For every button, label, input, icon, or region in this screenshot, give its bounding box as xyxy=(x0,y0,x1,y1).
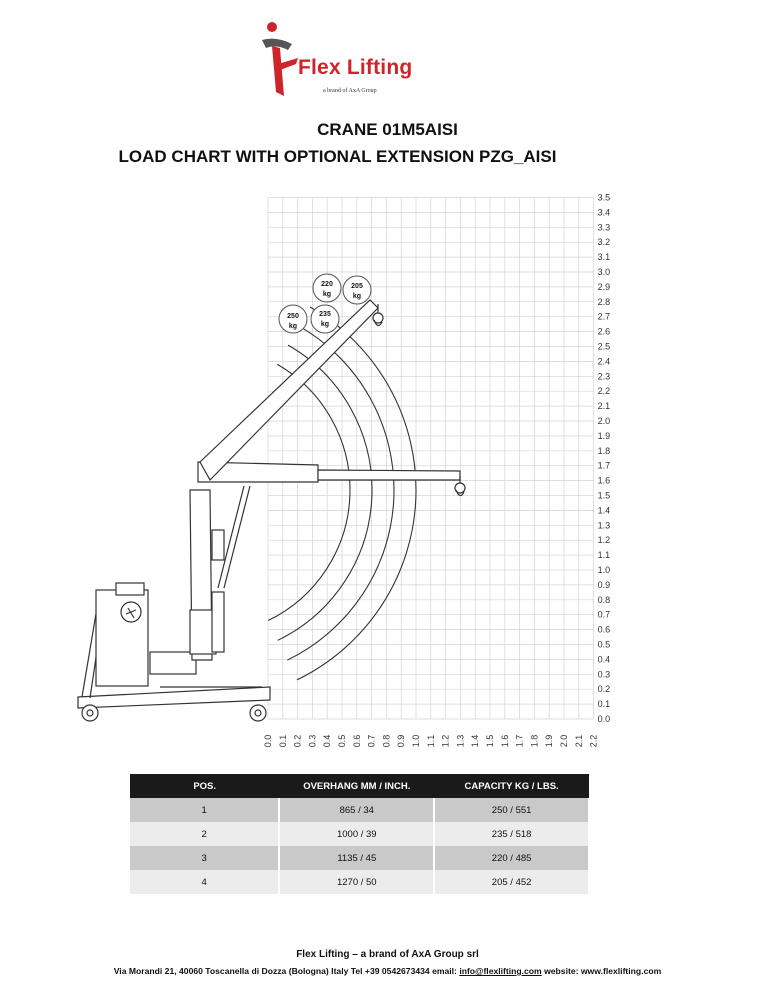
x-tick-label: 0.2 xyxy=(292,734,303,748)
x-tick-label: 1.2 xyxy=(440,734,451,748)
y-tick-label: 0.1 xyxy=(597,699,611,710)
load-marker-220 xyxy=(313,274,341,302)
y-tick-label: 0.7 xyxy=(597,609,611,620)
table-row xyxy=(130,798,589,822)
load-marker-205 xyxy=(343,276,371,304)
y-tick-label: 2.3 xyxy=(597,371,611,382)
y-tick-label: 2.9 xyxy=(597,281,611,292)
y-tick-label: 2.5 xyxy=(597,341,611,352)
y-tick-label: 1.5 xyxy=(597,490,611,501)
load-marker-205-unit: kg xyxy=(352,293,362,300)
table-header-row xyxy=(130,774,589,798)
y-tick-label: 2.6 xyxy=(597,326,611,337)
cell-overhang: 1000 / 39 xyxy=(279,822,434,846)
x-tick-label: 0.0 xyxy=(263,734,273,748)
header-capacity: CAPACITY KG / LBS. xyxy=(434,774,589,798)
x-tick-label: 1.0 xyxy=(411,734,421,748)
y-tick-label: 1.6 xyxy=(597,475,611,486)
x-axis-ticks xyxy=(263,735,599,748)
y-tick-label: 1.4 xyxy=(597,505,611,516)
load-marker-235-unit: kg xyxy=(320,321,330,328)
page-title: CRANE 01M5AISI xyxy=(317,120,458,139)
y-tick-label: 3.2 xyxy=(597,237,611,248)
x-tick-label: 1.1 xyxy=(425,734,436,748)
x-tick-label: 1.7 xyxy=(514,734,525,748)
y-tick-label: 3.5 xyxy=(597,192,611,203)
y-tick-label: 0.6 xyxy=(597,624,611,635)
y-axis-ticks xyxy=(598,193,611,725)
y-tick-label: 1.3 xyxy=(597,520,611,531)
x-tick-label: 1.8 xyxy=(529,734,540,748)
load-marker-220-unit: kg xyxy=(322,291,332,298)
x-tick-label: 2.2 xyxy=(588,734,599,748)
page-subtitle: LOAD CHART WITH OPTIONAL EXTENSION PZG_AISI xyxy=(118,147,557,166)
y-tick-label: 3.1 xyxy=(597,252,611,263)
y-tick-label: 0.9 xyxy=(597,579,611,590)
load-marker-220-weight: 220 xyxy=(321,281,333,288)
footer-company: Flex Lifting – a brand of AxA Group srl xyxy=(296,949,479,960)
y-tick-label: 2.8 xyxy=(597,296,611,307)
x-tick-label: 0.9 xyxy=(396,734,407,748)
load-marker-250-unit: kg xyxy=(288,323,298,330)
table-row xyxy=(130,870,589,894)
y-tick-label: 0.4 xyxy=(597,654,611,665)
load-capacity-table xyxy=(130,774,590,894)
header-pos: POS. xyxy=(130,774,279,798)
x-tick-label: 0.3 xyxy=(307,734,318,748)
x-tick-label: 0.8 xyxy=(381,734,392,748)
cell-pos: 3 xyxy=(130,846,279,870)
x-tick-label: 2.0 xyxy=(559,734,569,748)
chart-grid xyxy=(268,198,594,720)
x-tick-label: 0.6 xyxy=(351,734,362,748)
cell-pos: 1 xyxy=(130,798,279,822)
x-tick-label: 0.5 xyxy=(337,734,347,748)
cell-capacity: 235 / 518 xyxy=(434,822,589,846)
header-overhang: OVERHANG MM / INCH. xyxy=(279,774,434,798)
cell-overhang: 865 / 34 xyxy=(279,798,434,822)
table-row xyxy=(130,822,589,846)
y-tick-label: 2.7 xyxy=(597,311,611,322)
y-tick-label: 1.2 xyxy=(597,535,611,546)
cell-pos: 2 xyxy=(130,822,279,846)
x-tick-label: 1.5 xyxy=(485,734,495,748)
cell-capacity: 250 / 551 xyxy=(434,798,589,822)
y-tick-label: 1.7 xyxy=(597,460,611,471)
y-tick-label: 1.0 xyxy=(597,565,611,575)
load-marker-250-weight: 250 xyxy=(287,313,299,320)
logo-wordmark: Flex Lifting xyxy=(298,56,413,79)
cell-pos: 4 xyxy=(130,870,279,894)
y-tick-label: 0.0 xyxy=(597,714,611,724)
load-marker-205-weight: 205 xyxy=(351,283,363,290)
y-tick-label: 0.8 xyxy=(597,594,611,605)
y-tick-label: 1.1 xyxy=(597,550,611,561)
y-tick-label: 0.3 xyxy=(597,669,611,680)
y-tick-label: 2.2 xyxy=(597,386,611,397)
table-row xyxy=(130,846,589,870)
x-tick-label: 0.4 xyxy=(322,734,333,748)
footer-email-link[interactable]: info@flexlifting.com xyxy=(459,966,542,976)
cell-capacity: 205 / 452 xyxy=(434,870,589,894)
x-tick-label: 1.3 xyxy=(455,734,466,748)
footer-contact xyxy=(0,966,775,976)
cell-capacity: 220 / 485 xyxy=(434,846,589,870)
load-marker-235 xyxy=(311,305,339,333)
footer-website[interactable]: website: www.flexlifting.com xyxy=(541,966,662,976)
y-tick-label: 3.3 xyxy=(597,222,611,233)
y-tick-label: 3.4 xyxy=(597,207,611,218)
x-tick-label: 0.1 xyxy=(277,734,288,748)
y-tick-label: 0.5 xyxy=(597,639,611,650)
y-tick-label: 1.8 xyxy=(597,445,611,456)
x-tick-label: 2.1 xyxy=(573,734,584,748)
logo-tagline: a brand of AxA Group xyxy=(323,88,377,94)
y-tick-label: 0.2 xyxy=(597,684,611,695)
x-tick-label: 1.9 xyxy=(544,734,555,748)
y-tick-label: 1.9 xyxy=(597,430,611,441)
y-tick-label: 2.0 xyxy=(597,416,611,426)
y-tick-label: 2.4 xyxy=(597,356,611,367)
cell-overhang: 1135 / 45 xyxy=(279,846,434,870)
x-tick-label: 0.7 xyxy=(366,734,377,748)
load-marker-235-weight: 235 xyxy=(319,311,331,318)
y-tick-label: 3.0 xyxy=(597,267,611,277)
x-tick-label: 1.6 xyxy=(499,734,510,748)
footer-address: Via Morandi 21, 40060 Toscanella di Dozza (Bologna) Italy Tel +39 0542673434 email: xyxy=(113,966,460,976)
load-marker-250 xyxy=(279,305,307,333)
cell-overhang: 1270 / 50 xyxy=(279,870,434,894)
company-logo xyxy=(258,18,428,100)
load-chart xyxy=(0,190,775,750)
x-tick-label: 1.4 xyxy=(470,734,481,748)
y-tick-label: 2.1 xyxy=(597,401,611,412)
